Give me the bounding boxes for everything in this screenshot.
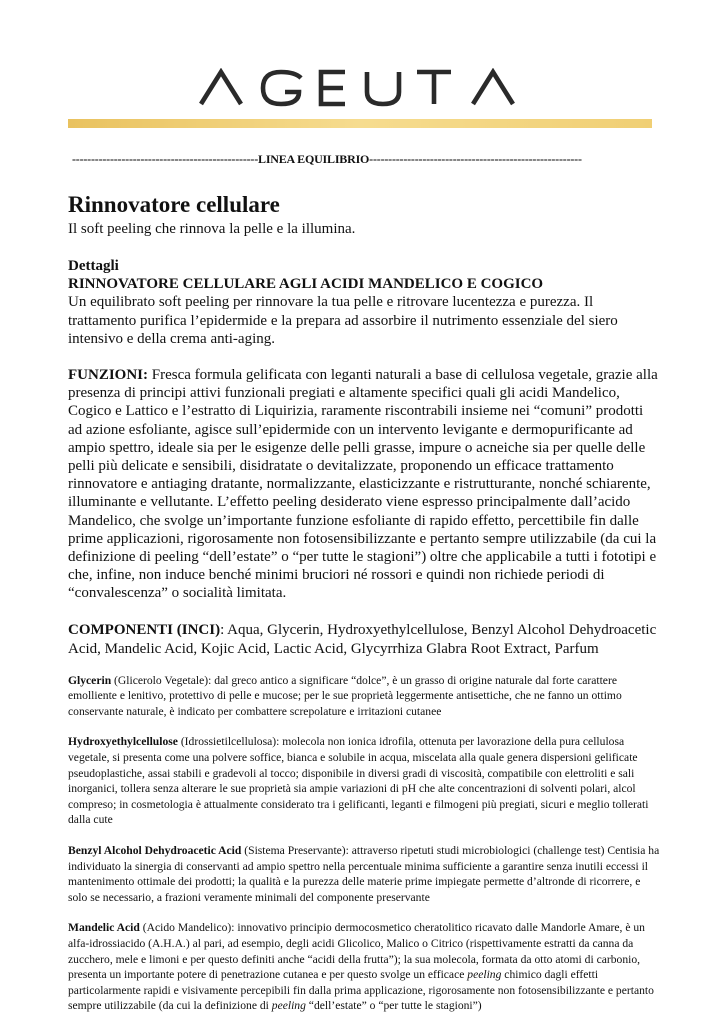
ingredient-name: Mandelic Acid bbox=[68, 921, 140, 935]
funzioni-label: FUNZIONI: bbox=[68, 367, 149, 384]
product-line-header: -------------------------------------------------LINEA EQUILIBRIO-------------------------------------------------------- bbox=[72, 152, 582, 166]
ingredient-glycerin bbox=[68, 673, 660, 720]
ingredient-description: (Idrossietilcellulosa): molecola non ionica idrofila, ottenuta per lavorazione della pura cellulosa vegetale, si presenta come una polvere soffice, bianca e solubile in acqua, miscelata alla quale genera dispersioni gelificate pseudoplastiche, assai stabili e gradevoli al tocco; disponibile in diversi gradi di viscosità, compatibile con elettroliti e sali inorganici, tollera senza alterare le sue proprietà sia ampie variazioni di pH che alte concentrazioni di solventi polari, alcol compreso; in cosmetologia è attualmente considerato tra i gelificanti, leganti e filmogeni più pregiati, sicuri e meglio tollerati dalla cute bbox=[68, 735, 649, 827]
funzioni-paragraph bbox=[68, 366, 660, 603]
document-body bbox=[68, 190, 660, 1014]
ingredient-hydroxyethylcellulose bbox=[68, 734, 660, 828]
peeling-emphasis: peeling bbox=[467, 968, 502, 982]
ingredient-name: Benzyl Alcohol Dehydroacetic Acid bbox=[68, 844, 242, 857]
funzioni-text: Fresca formula gelificata con leganti naturali a base di cellulosa vegetale, grazie alla presenza di principi attivi funzionali pregiati e altamente specifici quali gli acidi Mandelico, Cogico e Lattico e l’estratto di Liquirizia, raramente riscontrabili insieme nei “comuni” prodotti ad azione esfoliante, agisce sull’epidermide con un intervento levigante e dermopurificante ad ampio spettro, ideale sia per le esigenze delle pelli grasse, impure o acneiche sia per quelle delle pelli più delicate e sensibili, disidratate o devitalizzate, proponendo un efficace trattamento rinnovatore e antiaging dratante, normalizzante, elasticizzante e ristrutturante, nonché schiarente, illuminante e vellutante. L’effetto peeling desiderato viene espresso principalmente dall’acido Mandelico, che svolge un’importante funzione esfoliante di rapido effetto, percettibile fin dalle prime applicazioni, rigorosamente non fotosensibilizzante e pertanto sempre utilizzabile (da cui la definizione di peeling “dell’estate” o “per tutte le stagioni”) oltre che applicabile a tutti i fototipi e che, infine, non induce benché minimi bruciori né rossori e quindi non richiede periodi di “convalescenza” o socialità limitata. bbox=[68, 367, 658, 602]
ageuta-logo bbox=[0, 68, 724, 108]
componenti-text: : Aqua, Glycerin, Hydroxyethylcellulose, Benzyl Alcohol Dehydroacetic Acid, Mandelic Acid, Kojic Acid, Lactic Acid, Glycyrrhiza Glabra Root Extract, Parfum bbox=[68, 621, 657, 657]
componenti-label: COMPONENTI (INCI) bbox=[68, 621, 221, 638]
ingredient-benzyl-alcohol bbox=[68, 843, 660, 905]
ingredient-name: Glycerin bbox=[68, 673, 112, 687]
details-label: Dettagli bbox=[68, 258, 119, 274]
ingredient-description: (Glicerolo Vegetale): dal greco antico a significare “dolce”, è un grasso di origine naturale dal forte carattere emolliente e lenitivo, protettivo di pelle e mucose; per le sue proprietà leggermente antisettiche, che ne fanno un ottimo conservante naturale, è indicato per combattere screpolature e irritazioni cutanee bbox=[68, 673, 622, 718]
ingredient-name: Hydroxyethylcellulose bbox=[68, 735, 178, 749]
componenti-paragraph bbox=[68, 621, 660, 659]
ingredient-description: (Sistema Preservante): attraverso ripetuti studi microbiologici (challenge test) Centisia ha individuato la sinergia di conservanti ad ampio spettro nella percentuale minima sufficiente a garantire senza inutili eccessi il mantenimento ottimale dei prodotti; la qualità e la purezza delle materie prime impiegate permette d’altronde di ricorrere, e solo se necessario, a frazioni veramente minimali del componente preservante bbox=[68, 844, 660, 904]
ageuta-wordmark-graphic bbox=[197, 68, 527, 108]
ingredient-description-a: (Acido Mandelico): innovativo principio dermocosmetico cheratolitico ricavato dalle Mandorle Amare, è un alfa-idrossiacido (A.H.A.) al pari, ad esempio, degli acidi Glicolico, Malico o Citrico (rispettivamente estratti da canna da zucchero, mele e limoni e per questo definiti anche “acidi della frutta”); la sua molecola, formata da otto atomi di carbonio, presenta un importante potere di penetrazione cutanea e per questo svolge un efficace bbox=[68, 921, 645, 982]
gold-divider bbox=[68, 119, 652, 128]
details-text: Un equilibrato soft peeling per rinnovare la tua pelle e ritrovare lucentezza e purezza. Il trattamento purifica l’epidermide e la prepara ad assorbire il nutrimento essenziale del siero intensivo e della crema anti-aging. bbox=[68, 294, 618, 347]
product-title: Rinnovatore cellulare bbox=[68, 192, 280, 217]
ingredient-description-c: “dell’estate” o “per tutte le stagioni”) bbox=[305, 999, 482, 1013]
ingredient-description-b: chimico dagli effetti particolarmente rapidi e visivamente percepibili fin dalla prima applicazione, rigorosamente non fotosensibilizzante e pertanto sempre utilizzabile (da cui la definizione di bbox=[68, 968, 654, 1013]
product-subtitle: Il soft peeling che rinnova la pelle e la illumina. bbox=[68, 221, 356, 237]
ingredient-mandelic-acid bbox=[68, 920, 660, 1014]
details-heading: RINNOVATORE CELLULARE AGLI ACIDI MANDELICO E COGICO bbox=[68, 276, 544, 293]
peeling-emphasis: peeling bbox=[271, 999, 306, 1013]
